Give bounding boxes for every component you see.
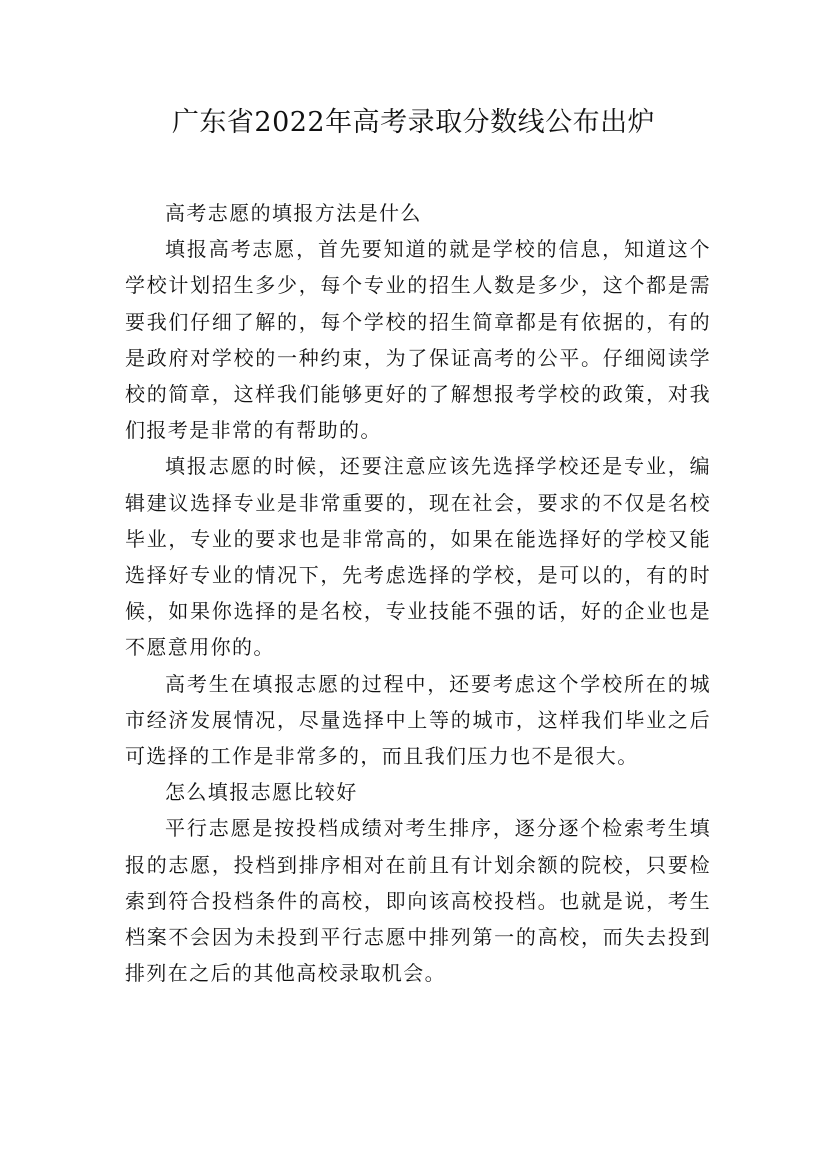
paragraph: 平行志愿是按投档成绩对考生排序，逐分逐个检索考生填报的志愿，投档到排序相对在前且有计划余额的院校，只要检索到符合投档条件的高校，即向该高校投档。也就是说，考生档案不会因为未投到平行志愿中排列第一的高校，而失去投到排列在之后的其他高校录取机会。: [125, 816, 711, 986]
paragraph: 填报志愿的时候，还要注意应该先选择学校还是专业，编辑建议选择专业是非常重要的，现在社会，要求的不仅是名校毕业，专业的要求也是非常高的，如果在能选择好的学校又能选择好专业的情况下，先考虑选择的学校，是可以的，有的时候，如果你选择的是名校，专业技能不强的话，好的企业也是不愿意用你的。: [125, 454, 711, 660]
section-heading: 怎么填报志愿比较好: [165, 780, 358, 805]
document-title: 广东省2022年高考录取分数线公布出炉: [171, 107, 656, 138]
section-heading: 高考志愿的填报方法是什么: [165, 201, 422, 225]
paragraph: 填报高考志愿，首先要知道的就是学校的信息，知道这个学校计划招生多少，每个专业的招生人数是多少，这个都是需要我们仔细了解的，每个学校的招生简章都是有依据的，有的是政府对学校的一种约束，为了保证高考的公平。仔细阅读学校的简章，这样我们能够更好的了解想报考学校的政策，对我们报考是非常的有帮助的。: [125, 237, 711, 443]
document-body: [125, 195, 711, 991]
paragraph: 高考生在填报志愿的过程中，还要考虑这个学校所在的城市经济发展情况，尽量选择中上等的城市，这样我们毕业之后可选择的工作是非常多的，而且我们压力也不是很大。: [125, 671, 711, 769]
